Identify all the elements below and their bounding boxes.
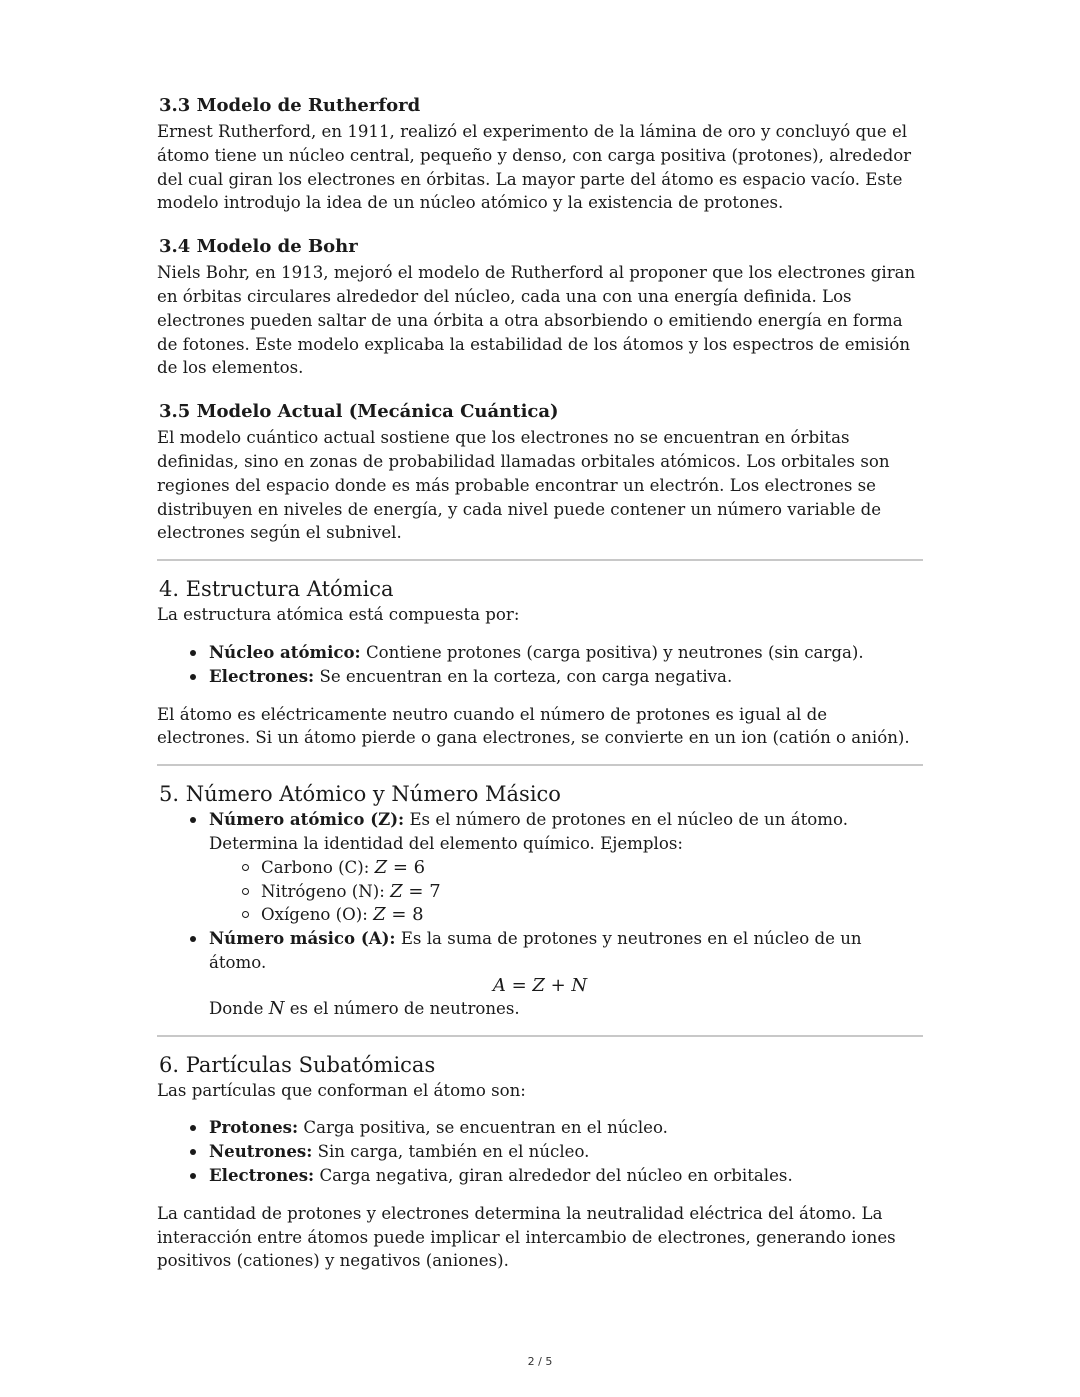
list-item: Electrones: Se encuentran en la corteza, con carga negativa. xyxy=(157,665,923,689)
paragraph-structure-outro: El átomo es eléctricamente neutro cuando el número de protones es igual al de electrones. Si un átomo pierde o gana electrones, se convierte en un ion (catión o anión). xyxy=(157,704,910,748)
list-item: Oxígeno (O): Z = 8 xyxy=(209,903,923,927)
section-title-structure: 4. Estructura Atómica xyxy=(159,577,394,602)
divider xyxy=(157,764,923,766)
paragraph-bohr: Niels Bohr, en 1913, mejoró el modelo de Rutherford al proponer que los electrones giran en órbitas circulares alrededor del núcleo, cada una con una energía definida. Los electrones pueden saltar de una órbita a otra absorbiendo o emitiendo energía en forma de fotones. Este modelo explicaba la estabilidad de los átomos y los espectros de emisión de los elementos. xyxy=(157,263,916,378)
list-item: Neutrones: Sin carga, también en el núcleo. xyxy=(157,1140,923,1164)
paragraph-quantum: El modelo cuántico actual sostiene que los electrones no se encuentran en órbitas definidas, sino en zonas de probabilidad llamadas orbitales atómicos. Los orbitales son regiones del espacio donde es más probable encontrar un electrón. Los electrones se distribuyen en niveles de energía, y cada nivel puede contener un número variable de electrones según el subnivel. xyxy=(157,428,890,543)
list-item: Electrones: Carga negativa, giran alrededor del núcleo en orbitales. xyxy=(157,1164,923,1188)
examples-list xyxy=(209,856,923,927)
divider xyxy=(157,1035,923,1037)
section-title-bohr: 3.4 Modelo de Bohr xyxy=(159,236,358,258)
section-title-rutherford: 3.3 Modelo de Rutherford xyxy=(159,95,421,116)
list-item: Número másico (A): Es la suma de protones y neutrones en el núcleo de un átomo. A = Z + N Donde N es el número de neutrones. xyxy=(157,927,923,1020)
paragraph-rutherford: Ernest Rutherford, en 1911, realizó el experimento de la lámina de oro y concluyó que el átomo tiene un núcleo central, pequeño y denso, con carga positiva (protones), alrededor del cual giran los electrones en órbitas. La mayor parte del átomo es espacio vacío. Este modelo introdujo la idea de un núcleo atómico y la existencia de protones. xyxy=(157,122,912,213)
formula-note: Donde N es el número de neutrones. xyxy=(209,997,520,1019)
section-title-particles: 6. Partículas Subatómicas xyxy=(159,1052,436,1077)
structure-list xyxy=(157,641,923,689)
section-title-numbers: 5. Número Atómico y Número Másico xyxy=(159,782,561,807)
particles-list xyxy=(157,1116,923,1187)
paragraph-particles-intro: Las partículas que conforman el átomo son: xyxy=(157,1080,526,1100)
list-item: Núcleo atómico: Contiene protones (carga positiva) y neutrones (sin carga). xyxy=(157,641,923,665)
paragraph-particles-outro: La cantidad de protones y electrones determina la neutralidad eléctrica del átomo. La interacción entre átomos puede implicar el intercambio de electrones, generando iones positivos (cationes) y negativos (aniones). xyxy=(157,1203,896,1271)
divider xyxy=(157,559,923,561)
section-title-quantum: 3.5 Modelo Actual (Mecánica Cuántica) xyxy=(159,401,559,423)
numbers-list xyxy=(157,808,923,1020)
paragraph-structure-intro: La estructura atómica está compuesta por: xyxy=(157,605,520,625)
list-item: Número atómico (Z): Es el número de protones en el núcleo de un átomo. Determina la identidad del elemento químico. Ejemplos: Carbono (C): Z = 6 Nitrógeno (N): Z = 7 Oxígeno (O): Z = 8 xyxy=(157,808,923,927)
page-number: 2 / 5 xyxy=(527,1355,553,1368)
list-item: Carbono (C): Z = 6 xyxy=(209,856,923,880)
list-item: Nitrógeno (N): Z = 7 xyxy=(209,880,923,904)
document-page xyxy=(157,94,923,1273)
list-item: Protones: Carga positiva, se encuentran en el núcleo. xyxy=(157,1116,923,1140)
mass-number-formula: A = Z + N xyxy=(492,974,588,996)
